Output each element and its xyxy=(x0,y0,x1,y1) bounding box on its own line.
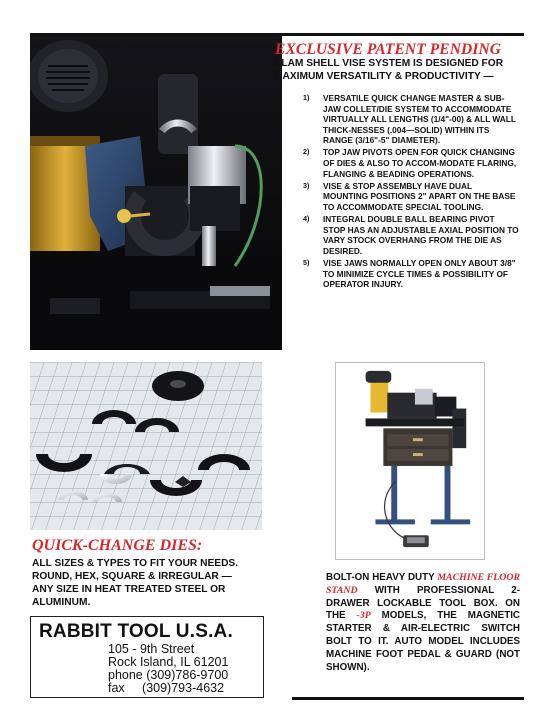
dies-line-1: ALL SIZES & TYPES TO FIT YOUR NEEDS. xyxy=(32,558,239,569)
header-subtitle-line2: MAXIMUM VERSATILITY & PRODUCTIVITY — xyxy=(274,71,494,82)
feature-number: 5) xyxy=(303,257,310,267)
feature-text: INTEGRAL DOUBLE BALL BEARING PIVOT STOP HAS AN ADJUSTABLE AXIAL POSITION TO VARY STOCK OVERHANG FROM THE DIE AS DESIRED. xyxy=(323,214,519,256)
header-title: EXCLUSIVE PATENT PENDING xyxy=(275,41,502,58)
feature-item xyxy=(303,214,519,256)
feature-number: 3) xyxy=(303,180,310,190)
street-address: 105 - 9th Street xyxy=(108,642,195,656)
feature-item xyxy=(303,258,519,290)
feature-text: VISE & STOP ASSEMBLY HAVE DUAL MOUNTING POSITIONS 2" APART ON THE BASE TO ACCOMMODATE SPECIAL TOOLING. xyxy=(323,180,516,212)
city-address: Rock Island, IL 61201 xyxy=(108,655,229,669)
dies-title: QUICK-CHANGE DIES: xyxy=(32,537,203,554)
feature-number: 4) xyxy=(303,214,310,224)
stand-text-2: WITH PROFESSIONAL 2-DRAWER LOCKABLE TOOL BOX. ON THE xyxy=(326,584,520,622)
feature-list xyxy=(303,93,519,291)
floor-stand-photo xyxy=(335,362,485,560)
feature-number: 2) xyxy=(303,147,310,157)
stand-emphasis-model: -3P xyxy=(356,610,371,622)
floor-stand-caption xyxy=(326,572,520,674)
vise-machine-photo xyxy=(30,36,282,350)
stand-text-3: MODELS, THE MAGNETIC STARTER & AIR-ELECTRIC SWITCH BOLT TO IT. AUTO MODEL INCLUDES MACHINE FOOT PEDAL & GUARD (NOT SHOWN). xyxy=(326,610,520,673)
feature-item xyxy=(303,181,519,213)
header-subtitle-line1: CLAM SHELL VISE SYSTEM IS DESIGNED FOR xyxy=(274,58,504,69)
feature-item xyxy=(303,147,519,179)
feature-number: 1) xyxy=(303,93,310,102)
fax-number: fax (309)793-4632 xyxy=(108,681,225,695)
dies-line-3: ANY SIZE IN HEAT TREATED STEEL OR xyxy=(32,584,226,595)
feature-item xyxy=(303,93,519,146)
feature-text: VISE JAWS NORMALLY OPEN ONLY ABOUT 3/8" TO MINIMIZE CYCLE TIMES & POSSIBILITY OF OPERATOR INJURY. xyxy=(323,257,516,290)
phone-number: phone (309)786-9700 xyxy=(108,668,229,682)
feature-text: VERSATILE QUICK CHANGE MASTER & SUB-JAW COLLET/DIE SYSTEM TO ACCOMMODATE VIRTUALLY ALL LENGTHS (1/4"-00) & ALL WALL THICK-NESSES (.004—SOLID) WITHIN ITS RANGE (3/16"-5" DIAMETER). xyxy=(323,93,516,146)
company-name: RABBIT TOOL U.S.A. xyxy=(39,621,233,642)
stand-text-1: BOLT-ON HEAVY DUTY xyxy=(326,572,438,583)
dies-line-4: ALUMINUM. xyxy=(32,597,91,608)
contact-box xyxy=(30,616,264,698)
feature-text: TOP JAW PIVOTS OPEN FOR QUICK CHANGING OF DIES & ALSO TO ACCOM-MODATE FLARING, FLANGING & BEADING OPERATIONS. xyxy=(323,147,517,179)
bottom-rule xyxy=(292,697,524,700)
dies-line-2: ROUND, HEX, SQUARE & IRREGULAR — xyxy=(32,571,232,582)
dies-photo xyxy=(30,362,262,530)
stand-emphasis-machine-floor-stand: MACHINE FLOOR STAND xyxy=(326,572,520,596)
